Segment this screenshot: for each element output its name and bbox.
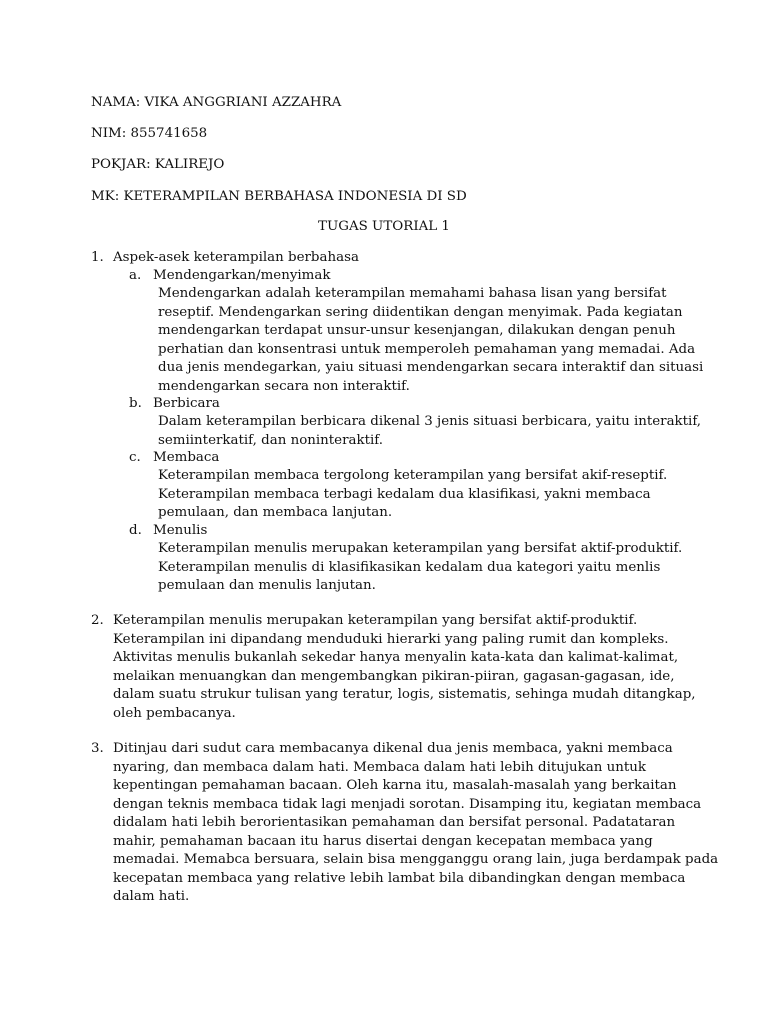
q3-line: Ditinjau dari sudut cara membacanya dikenal dua jenis membaca, yakni membaca — [113, 741, 673, 756]
q1-number: 1. — [91, 250, 104, 265]
q1-item-d-line: Keterampilan menulis di klasifikasikan kedalam dua kategori yaitu menlis — [158, 559, 661, 575]
q1-item-d-body — [158, 540, 682, 596]
document-title: TUGAS UTORIAL 1 — [318, 219, 450, 234]
q1-item-a-line: Mendengarkan adalah keterampilan memahami bahasa lisan yang bersifat — [158, 286, 667, 301]
q1-item-a-line: perhatian dan konsentrasi untuk memperoleh pemahaman yang memadai. Ada — [158, 341, 696, 357]
q1-item-a-letter: a. — [129, 268, 142, 283]
q1-item-d-line: Keterampilan menulis merupakan keterampilan yang bersifat aktif-produktif. — [158, 541, 683, 556]
q1-item-a-title: Mendengarkan/menyimak — [153, 268, 331, 283]
header-pokjar: POKJAR: KALIREJO — [91, 157, 225, 172]
q1-item-a-line: reseptif. Mendengarkan sering diidentikan dengan menyimak. Pada kegiatan — [158, 304, 683, 320]
header-nim: NIM: 855741658 — [91, 126, 208, 141]
q1-item-c-line: pemulaan, dan membaca lanjutan. — [158, 505, 393, 520]
q3-line: dalam hati. — [113, 889, 190, 904]
header-mk: MK: KETERAMPILAN BERBAHASA INDONESIA DI SD — [91, 189, 467, 204]
q3-line: nyaring, dan membaca dalam hati. Membaca dalam hati lebih ditujukan untuk — [113, 759, 647, 775]
q2-line: Keterampilan ini dipandang menduduki hierarki yang paling rumit dan kompleks. — [113, 631, 669, 647]
q1-item-c-body — [158, 467, 667, 523]
q1-item-a-line: mendengarkan terdapat unsur-unsur kesenjangan, dilakukan dengan penuh — [158, 323, 676, 338]
q1-item-b-body — [158, 413, 701, 450]
q1-heading: Aspek-asek keterampilan berbahasa — [113, 250, 359, 265]
q2-line: dalam suatu strukur tulisan yang teratur, logis, sistematis, sehinga mudah ditangkap, — [113, 687, 696, 702]
header-nama: NAMA: VIKA ANGGRIANI AZZAHRA — [91, 95, 342, 110]
q1-item-c-line: Keterampilan membaca tergolong keterampilan yang bersifat akif-reseptif. — [158, 468, 668, 483]
q1-item-d-line: pemulaan dan menulis lanjutan. — [158, 578, 376, 593]
q3-line: didalam hati lebih berorientasikan pemahaman dan bersifat personal. Padatataran — [113, 815, 676, 830]
q3-line: mahir, pemahaman bacaan itu harus disertai dengan kecepatan membaca yang — [113, 833, 653, 849]
q1-item-d-letter: d. — [129, 523, 142, 538]
q3-line: dengan teknis membaca tidak lagi menjadi sorotan. Disamping itu, kegiatan membaca — [113, 796, 702, 812]
q2-line: melaikan menuangkan dan mengembangkan pikiran-piiran, gagasan-gagasan, ide, — [113, 668, 675, 684]
q3-body — [113, 740, 718, 907]
q1-item-b-title: Berbicara — [153, 396, 220, 411]
q1-item-b-line: Dalam keterampilan berbicara dikenal 3 jenis situasi berbicara, yaitu interaktif, — [158, 414, 702, 429]
q2-number: 2. — [91, 613, 104, 628]
q2-line: Keterampilan menulis merupakan keterampilan yang bersifat aktif-produktif. — [113, 613, 638, 628]
q1-item-c-title: Membaca — [153, 450, 220, 465]
q3-number: 3. — [91, 741, 104, 756]
q2-line: Aktivitas menulis bukanlah sekedar hanya menyalin kata-kata dan kalimat-kalimat, — [113, 650, 679, 665]
q1-item-a-body — [158, 285, 703, 396]
q3-line: kepentingan pemahaman bacaan. Oleh karna itu, masalah-masalah yang berkaitan — [113, 778, 677, 793]
q1-item-d-title: Menulis — [153, 523, 208, 538]
q3-line: kecepatan membaca yang relative lebih lambat bila dibandingkan dengan membaca — [113, 870, 686, 886]
q1-item-c-line: Keterampilan membaca terbagi kedalam dua klasifikasi, yakni membaca — [158, 486, 651, 502]
q3-line: memadai. Memabca bersuara, selain bisa mengganggu orang lain, juga berdampak pada — [113, 852, 719, 867]
q1-item-a-line: mendengarkan secara non interaktif. — [158, 378, 410, 394]
q1-item-b-letter: b. — [129, 396, 142, 411]
q2-body — [113, 612, 696, 723]
q1-item-c-letter: c. — [129, 450, 141, 465]
q2-line: oleh pembacanya. — [113, 705, 236, 721]
q1-item-b-line: semiinterkatif, dan noninteraktif. — [158, 432, 383, 448]
q1-item-a-line: dua jenis mendegarkan, yaiu situasi mendengarkan secara interaktif dan situasi — [158, 360, 704, 375]
